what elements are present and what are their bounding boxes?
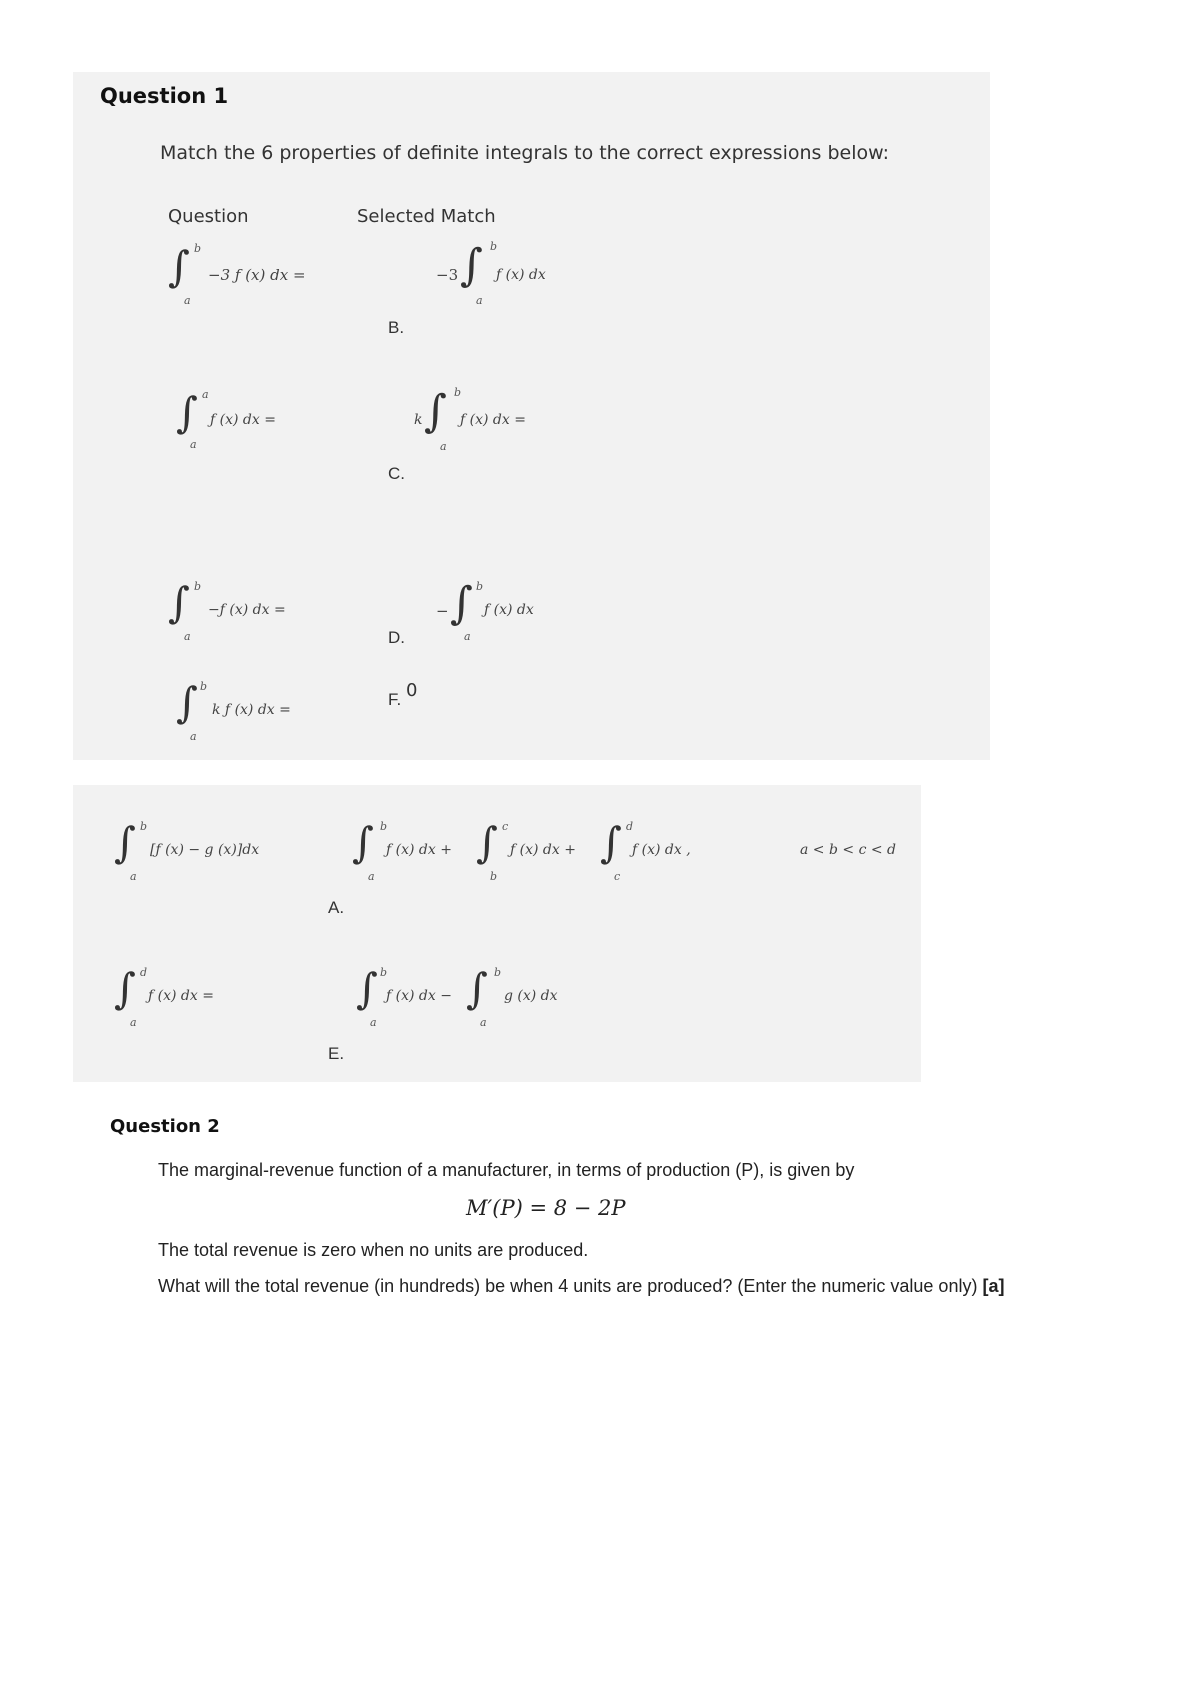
upper-limit: b [194,242,202,255]
answer-blank-tag[interactable]: [a] [982,1276,1005,1296]
lower-limit: a [368,870,375,883]
question2-question-text: What will the total revenue (in hundreds) be when 4 units are produced? (Enter the numeric value only) [158,1276,978,1296]
lower-limit: a [190,730,197,743]
integrand: ƒ (x) dx − [386,988,452,1004]
integral-sign: ∫ [424,386,447,437]
upper-limit: b [200,680,208,693]
match-letter-6: E. [328,1044,345,1063]
integrand: ƒ (x) dx = [460,412,526,428]
upper-limit: b [194,580,202,593]
match-letter-5: A. [328,898,345,917]
integral-sign: ∫ [600,818,622,867]
integral-sign: ∫ [352,818,374,867]
upper-limit: b [476,580,484,593]
upper-limit: b [380,820,388,833]
upper-limit: b [454,386,462,399]
question2-formula: M′(P) = 8 − 2P [466,1196,626,1220]
upper-limit: b [494,966,502,979]
integral-sign: ∫ [356,964,378,1013]
integrand: ƒ (x) dx [484,602,534,618]
integrand: −3 ƒ (x) dx = [208,266,306,284]
ordering-condition: a < b < c < d [800,842,897,858]
sign: − [436,602,449,620]
integrand: g (x) dx [504,988,558,1004]
integral-sign: ∫ [168,242,190,291]
column-header-question: Question [168,206,249,227]
coefficient: −3 [436,266,459,284]
lower-limit: a [480,1016,487,1029]
match-value-zero: 0 [406,680,418,701]
integral-sign: ∫ [460,240,483,291]
lower-limit: a [464,630,471,643]
lower-limit: a [190,438,197,451]
lower-limit: a [184,294,191,307]
integral-sign: ∫ [114,818,136,867]
question2-line1: The marginal-revenue function of a manufacturer, in terms of production (P), is given by [158,1160,855,1180]
integral-sign: ∫ [176,678,198,727]
match-letter-2: C. [388,464,405,483]
integral-sign: ∫ [176,388,198,437]
integral-sign: ∫ [466,964,488,1013]
question2-title: Question 2 [110,1116,220,1137]
integrand: k ƒ (x) dx = [212,702,291,718]
lower-limit: a [184,630,191,643]
integral-sign: ∫ [450,578,473,629]
upper-limit: b [140,820,148,833]
question1-title: Question 1 [100,84,229,108]
upper-limit: a [202,388,209,401]
lower-limit: c [614,870,621,883]
coefficient: k [414,412,423,428]
integrand: [ƒ (x) − g (x)]dx [150,842,260,858]
integrand: ƒ (x) dx [496,267,546,283]
question2-line3 [158,1276,1004,1297]
integrand: ƒ (x) dx = [210,412,276,428]
integral-sign: ∫ [114,964,136,1013]
question1-prompt: Match the 6 properties of definite integrals to the correct expressions below: [160,142,890,164]
integral-sign: ∫ [476,818,498,867]
lower-limit: a [370,1016,377,1029]
column-header-selected-match: Selected Match [357,206,496,227]
lower-limit: a [476,294,483,307]
integrand: ƒ (x) dx + [386,842,452,858]
lower-limit: a [130,870,137,883]
match-letter-3: D. [388,628,405,647]
lower-limit: b [490,870,498,883]
upper-limit: c [502,820,509,833]
integrand: ƒ (x) dx = [148,988,214,1004]
match-letter-4: F. [388,690,402,709]
lower-limit: a [130,1016,137,1029]
integrand: ƒ (x) dx + [510,842,576,858]
upper-limit: d [140,966,148,979]
lower-limit: a [440,440,447,453]
match-letter-1: B. [388,318,405,337]
integrand: ƒ (x) dx , [632,842,691,858]
upper-limit: b [380,966,388,979]
question2-line2: The total revenue is zero when no units are produced. [158,1240,589,1260]
upper-limit: d [626,820,634,833]
integrand: −ƒ (x) dx = [208,602,286,618]
integral-sign: ∫ [168,578,190,627]
upper-limit: b [490,240,498,253]
